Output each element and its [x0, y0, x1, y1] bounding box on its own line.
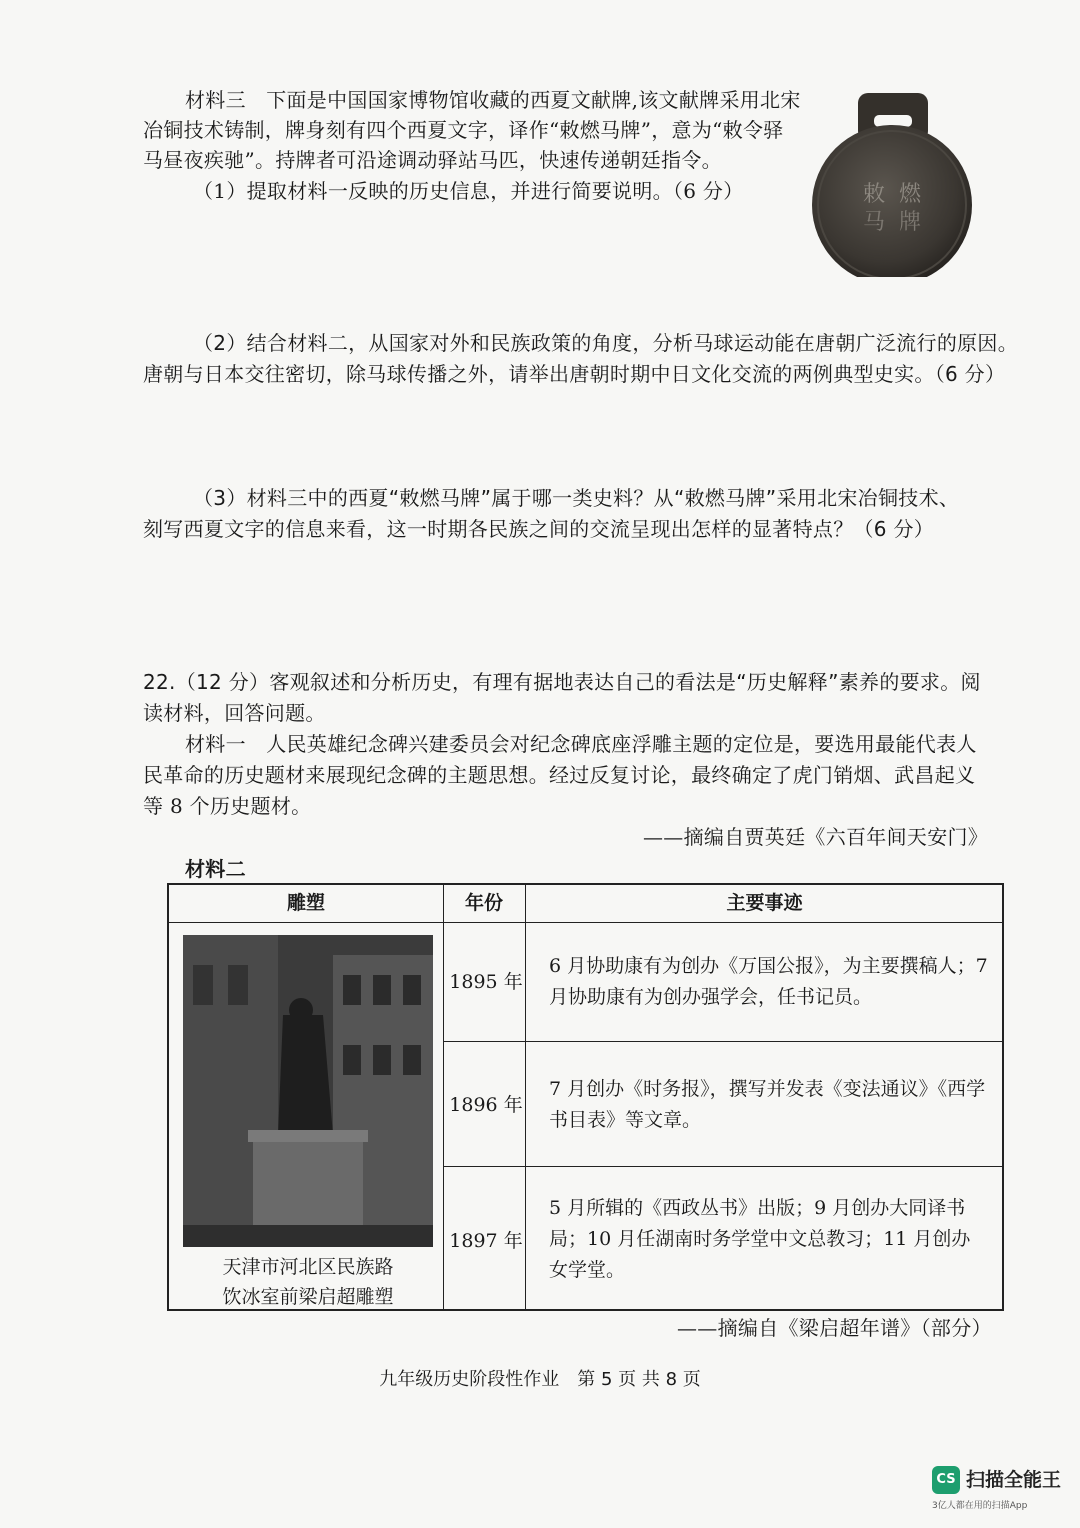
svg-text:燃: 燃 — [898, 182, 922, 207]
row-year: 1896 年 — [449, 1094, 523, 1116]
svg-text:牌: 牌 — [898, 210, 922, 235]
logo-name: 扫描全能王 — [966, 1469, 1062, 1491]
question22-line2: 读材料，回答问题。 — [143, 701, 326, 725]
material2-source: ——摘编自《梁启超年谱》（部分） — [677, 1316, 992, 1340]
question1: （1）提取材料一反映的历史信息，并进行简要说明。（6 分） — [193, 179, 744, 203]
question3-line2: 刻写西夏文字的信息来看，这一时期各民族之间的交流呈现出怎样的显著特点？（6 分） — [143, 517, 935, 541]
table-divider — [443, 1041, 1002, 1042]
row-year: 1897 年 — [449, 1230, 523, 1252]
camscanner-logo — [932, 1464, 1062, 1514]
material2-label: 材料二 — [185, 857, 246, 881]
table-divider — [443, 1166, 1002, 1167]
row-year: 1895 年 — [449, 971, 523, 993]
header-events: 主要事迹 — [726, 892, 803, 914]
logo-tagline: 3亿人都在用的扫描App — [932, 1501, 1028, 1511]
photo-caption-line1: 天津市河北区民族路 — [222, 1256, 394, 1278]
material3-line3: 马昼夜疾驰”。持牌者可沿途调动驿站马匹，快速传递朝廷指令。 — [143, 148, 722, 172]
material3-line1: 材料三 下面是中国国家博物馆收藏的西夏文献牌,该文献牌采用北宋 — [185, 88, 801, 112]
table-divider — [525, 885, 526, 1309]
row-event: 5 月所辑的《西政丛书》出版；9 月创办大同译书局；10 月任湖南时务学堂中文总教习；11 月创办女学堂。 — [549, 1197, 971, 1281]
question2-line1: （2）结合材料二，从国家对外和民族政策的角度，分析马球运动能在唐朝广泛流行的原因。 — [193, 331, 1019, 355]
table-divider — [443, 885, 444, 1309]
table-divider — [169, 922, 1002, 923]
page-footer: 九年级历史阶段性作业 第 5 页 共 8 页 — [379, 1369, 701, 1390]
cs-logo-icon: CS — [932, 1466, 960, 1494]
svg-text:马: 马 — [862, 210, 886, 235]
liang-qichao-table — [167, 883, 1004, 1311]
row-event: 7 月创办《时务报》，撰写并发表《变法通议》《西学书目表》等文章。 — [549, 1078, 986, 1131]
photo-caption-line2: 饮冰室前梁启超雕塑 — [222, 1286, 394, 1308]
material1-source: ——摘编自贾英廷《六百年间天安门》 — [643, 825, 989, 849]
material1-line3: 等 8 个历史题材。 — [143, 794, 312, 818]
row-event: 6 月协助康有为创办《万国公报》，为主要撰稿人；7 月协助康有为创办强学会，任书记员。 — [549, 955, 988, 1008]
question2-line2: 唐朝与日本交往密切，除马球传播之外，请举出唐朝时期中日文化交流的两例典型史实。（6 分） — [143, 362, 1006, 386]
material1-line2: 民革命的历史题材来展现纪念碑的主题思想。经过反复讨论，最终确定了虎门销烟、武昌起义 — [143, 763, 976, 787]
material3-line2: 冶铜技术铸制，牌身刻有四个西夏文字，译作“敕燃马牌”，意为“敕令驿 — [143, 118, 784, 142]
svg-text:敕: 敕 — [862, 182, 886, 207]
header-sculpture: 雕塑 — [286, 892, 325, 914]
material1-line1: 材料一 人民英雄纪念碑兴建委员会对纪念碑底座浮雕主题的定位是，要选用最能代表人 — [185, 732, 977, 756]
question22-line1: 22.（12 分）客观叙述和分析历史，有理有据地表达自己的看法是“历史解释”素养的要求。阅 — [143, 670, 981, 694]
header-year: 年份 — [464, 892, 503, 914]
liang-qichao-statue-photo — [183, 935, 433, 1247]
xixia-badge-image — [808, 89, 976, 277]
question3-line1: （3）材料三中的西夏“敕燃马牌”属于哪一类史料？从“敕燃马牌”采用北宋冶铜技术、 — [193, 486, 960, 510]
